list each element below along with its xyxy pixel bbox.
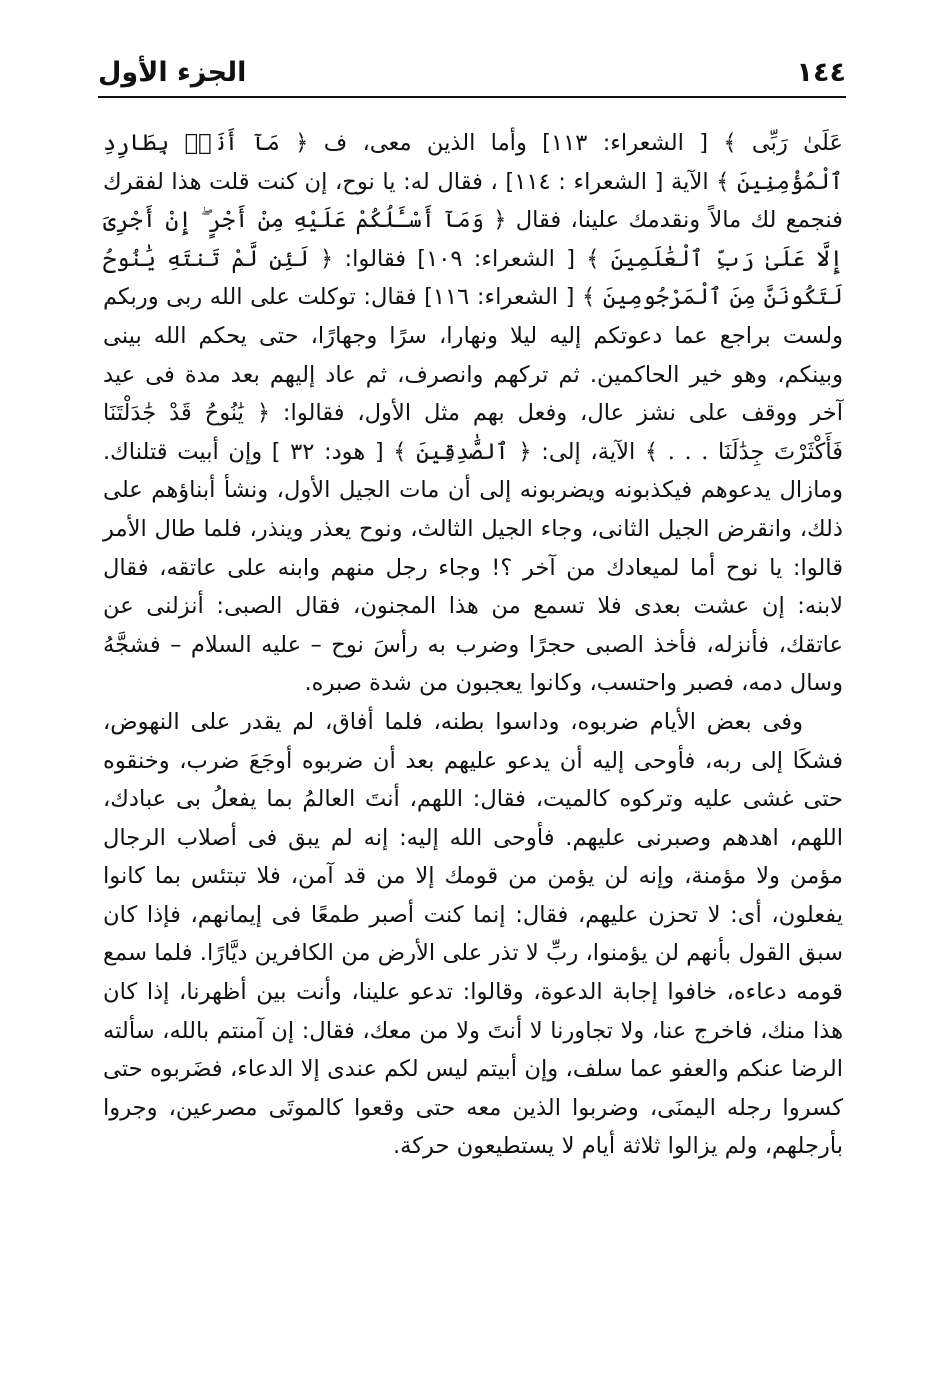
prose-text: [ الشعراء: ١١٣] وأما الذين معى، ف [308,130,724,156]
paragraph-1 [103,124,843,703]
quran-verse: ﴿ لَئِن لَّمْ تَنتَهِ يَٰنُوحُ لَتَكُونَنَّ مِنَ ٱلْمَرْجُومِينَ ﴾ [103,245,843,311]
page-number: ١٤٤ [796,57,846,88]
prose-text: الآية، إلى: [531,438,645,465]
paragraph-2 [103,703,843,1166]
prose-text: [ الشعراء: ١١٦] فقال: توكلت على الله ربى وربكم ولست براجع عما دعوتكم إليه ليلا ونهارا، سرًا وجهارًا، حتى يحكم الله بينى وبينكم، وهو خير الحاكمين. ثم تركهم وانصرف، ثم عاد إليهم بعد مدة فى عيد آخر ووقف على نشز عال، وفعل بهم مثل الأول، فقالوا: [103,284,843,427]
quran-verse: ﴿ ٱلصَّٰدِقِينَ ﴾ [393,438,532,465]
prose-text: [ هود: ٣٢ ] وإن أبيت قتلناك. ومازال يدعوهم فيكذبونه ويضربونه إلى أن مات الجيل الأول، ونشأ أبناؤهم على ذلك، وانقرض الجيل الثانى، وجاء الجيل الثالث، ونوح يعذر وينذر، فلما طال الأمر قالوا: يا نوح أما لميعادك من آخر ؟! وجاء رجل منهم وابنه على عاتقه، فقال لابنه: إن عشت بعدى فلا تسمع من هذا المجنون، فقال الصبى: أنزلنى عن عاتقك، فأنزله، فأخذ الصبى حجرًا وضرب به رأسَ نوح – عليه السلام – فشجَّهُ وسال دمه، فصبر واحتسب، وكانوا يعجبون من شدة صبره. [103,438,843,697]
prose-text: [ الشعراء: ١٠٩] فقالوا: [333,245,587,272]
quran-verse: ﴿ يَٰنُوحُ قَدْ جَٰدَلْتَنَا فَأَكْثَرْتَ جِدَٰلَنَا . . . ﴾ [103,400,844,465]
prose-text: وفى بعض الأيام ضربوه، وداسوا بطنه، فلما أفاق، لم يقدر على النهوض، فشكَا إلى ربه، فأوحى إليه أن يدعو عليهم بعد أن ضربوه أوجَعَ ضرب، وخنقوه حتى غشى عليه وتركوه كالميت، فقال: اللهم، أنتَ العالمُ بما يفعلُ بى عبادك، اللهم، اهدهم وصبرنى عليهم. فأوحى الله إليه: إنه لم يبق فى أصلاب الرجال مؤمن ولا مؤمنة، وإنه لن يؤمن من قومك إلا من قد آمن، فلا تبتئس بما كانوا يفعلون، أى: لا تحزن عليهم، فقال: إنما كنت أصبر طمعًا فى إيمانهم، فإذا كان سبق القول بأنهم لن يؤمنوا، ربِّ لا تذر على الأرض من الكافرين ديَّارًا. فلما سمع قومه دعاءه، خافوا إجابة الدعوة، وقالوا: تدعو علينا، وأنت بين أظهرنا، إذا كان هذا منك، فاخرج عنا، ولا تجاورنا لا أنتَ ولا من معك، فقال: إن آمنتم بالله، سألته الرضا عنكم والعفو عما سلف، وإن أبيتم ليس لكم عندى إلا الدعاء، فضَربوه حتى كسروا رجله اليمنَى، وضربوا الذين معه حتى وقعوا كالموتَى مصرعين، وجروا بأرجلهم، ولم يزالوا ثلاثة أيام لا يستطيعون حركة. [103,708,843,1160]
prose-text: الآية [ الشعراء : ١١٤] ، فقال له: يا نوح، إن كنت قلت هذا لفقرك فنجمع لك مالاً ونقدمك علينا، فقال [103,168,843,234]
part-title: الجزء الأول [98,57,247,88]
page-header [98,52,846,96]
quran-verse: ﴿ وَمَآ أَسْـَٔلُكُمْ عَلَيْهِ مِنْ أَجْرٍ ۖ إِنْ أَجْرِىَ إِلَّا عَلَىٰ رَبِّ ٱلْعَٰلَمِينَ ﴾ [103,207,843,272]
quran-verse: عَلَىٰ رَبِّى ﴾ [723,130,843,156]
quran-verse: ﴿ مَآ أَنَا۠ بِطَارِدِ ٱلْمُؤْمِنِينَ ﴾ [103,130,843,195]
body-text [103,124,843,1166]
header-divider [98,96,846,98]
